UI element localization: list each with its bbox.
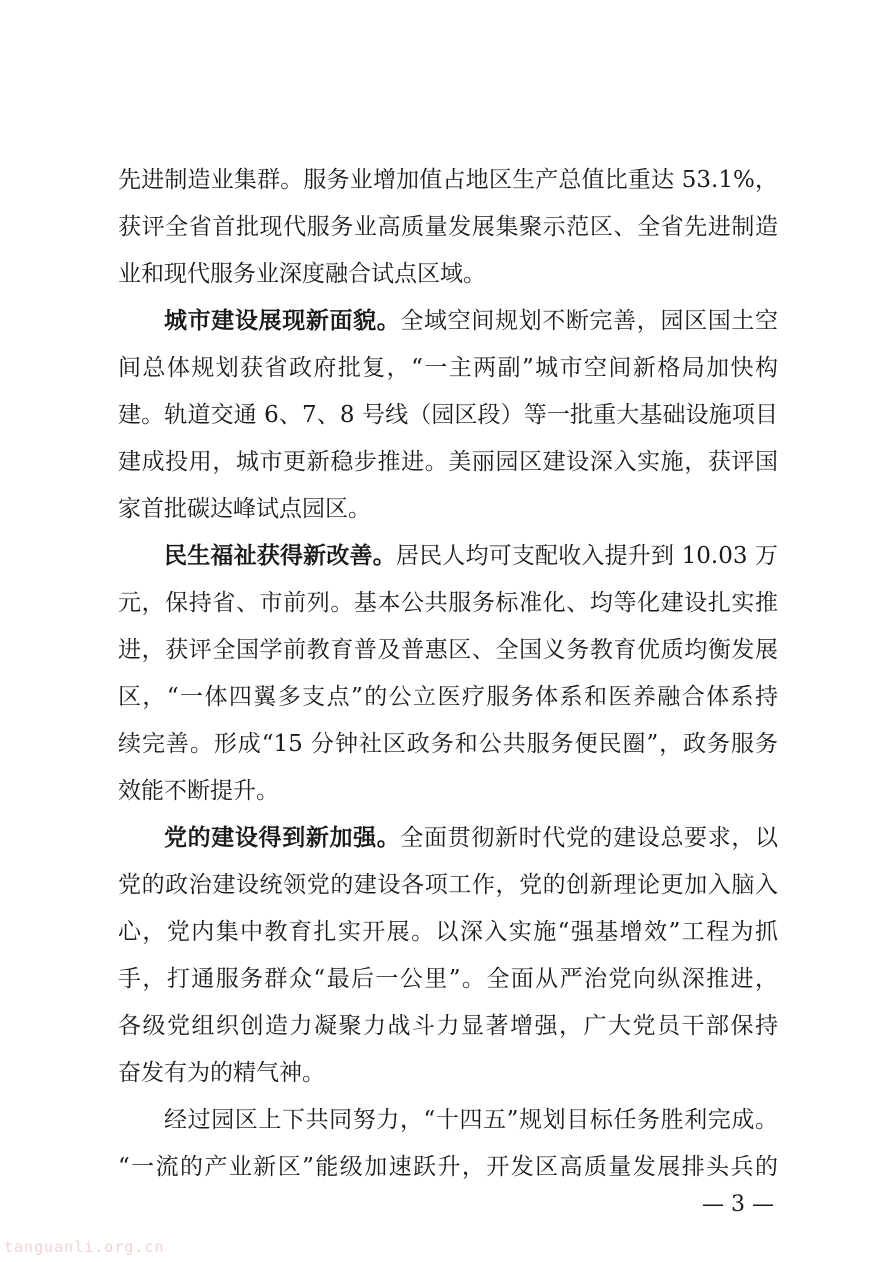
text-line: 进，获评全国学前教育普及普惠区、全国义务教育优质均衡发展: [118, 637, 778, 663]
text-line: 家首批碳达峰试点园区。: [118, 496, 371, 522]
text-line: 间总体规划获省政府批复，“一主两副”城市空间新格局加快构: [118, 355, 778, 381]
section-heading: 党的建设得到新加强。: [164, 824, 401, 851]
text-line: 奋发有为的精气神。: [118, 1060, 325, 1086]
text-span: 居民人均可支配收入提升到 10.03 万: [395, 543, 779, 569]
text-line: 党的政治建设统领党的建设各项工作，党的创新理论更加入脑入: [118, 872, 778, 898]
text-line: 各级党组织创造力凝聚力战斗力显著增强，广大党员干部保持: [118, 1013, 778, 1039]
text-line: 元，保持省、市前列。基本公共服务标准化、均等化建设扎实推: [118, 590, 778, 616]
text-line: 心，党内集中教育扎实开展。以深入实施“强基增效”工程为抓: [118, 919, 778, 945]
watermark: tanguanli.org.cn: [4, 1238, 165, 1256]
text-span: 全域空间规划不断完善，园区国土空: [400, 308, 779, 334]
text-line: 建成投用，城市更新稳步推进。美丽园区建设深入实施，获评国: [118, 449, 778, 475]
page-number: — 3 —: [702, 1192, 774, 1217]
text-line: 手，打通服务群众“最后一公里”。全面从严治党向纵深推进，: [118, 966, 778, 992]
text-line: 先进制造业集群。服务业增加值占地区生产总值比重达 53.1%，: [118, 167, 778, 193]
section-heading: 民生福祉获得新改善。: [164, 542, 396, 569]
text-line: 效能不断提升。: [118, 778, 279, 804]
paragraph-lead-line: [164, 301, 778, 341]
text-line: 经过园区上下共同努力，“十四五”规划目标任务胜利完成。: [164, 1107, 778, 1133]
text-line: 获评全省首批现代服务业高质量发展集聚示范区、全省先进制造: [118, 214, 778, 240]
text-line: 建。轨道交通 6、7、8 号线（园区段）等一批重大基础设施项目: [118, 402, 778, 428]
text-span: 全面贯彻新时代党的建设总要求，以: [400, 825, 779, 851]
text-line: 续完善。形成“15 分钟社区政务和公共服务便民圈”，政务服务: [118, 731, 778, 757]
section-heading: 城市建设展现新面貌。: [164, 307, 401, 334]
text-line: 区，“一体四翼多支点”的公立医疗服务体系和医养融合体系持: [118, 684, 778, 710]
paragraph-lead-line: [164, 536, 778, 576]
text-line: 业和现代服务业深度融合试点区域。: [118, 261, 486, 287]
paragraph-lead-line: [164, 818, 778, 858]
text-line: “一流的产业新区”能级加速跃升，开发区高质量发展排头兵的: [118, 1154, 778, 1180]
